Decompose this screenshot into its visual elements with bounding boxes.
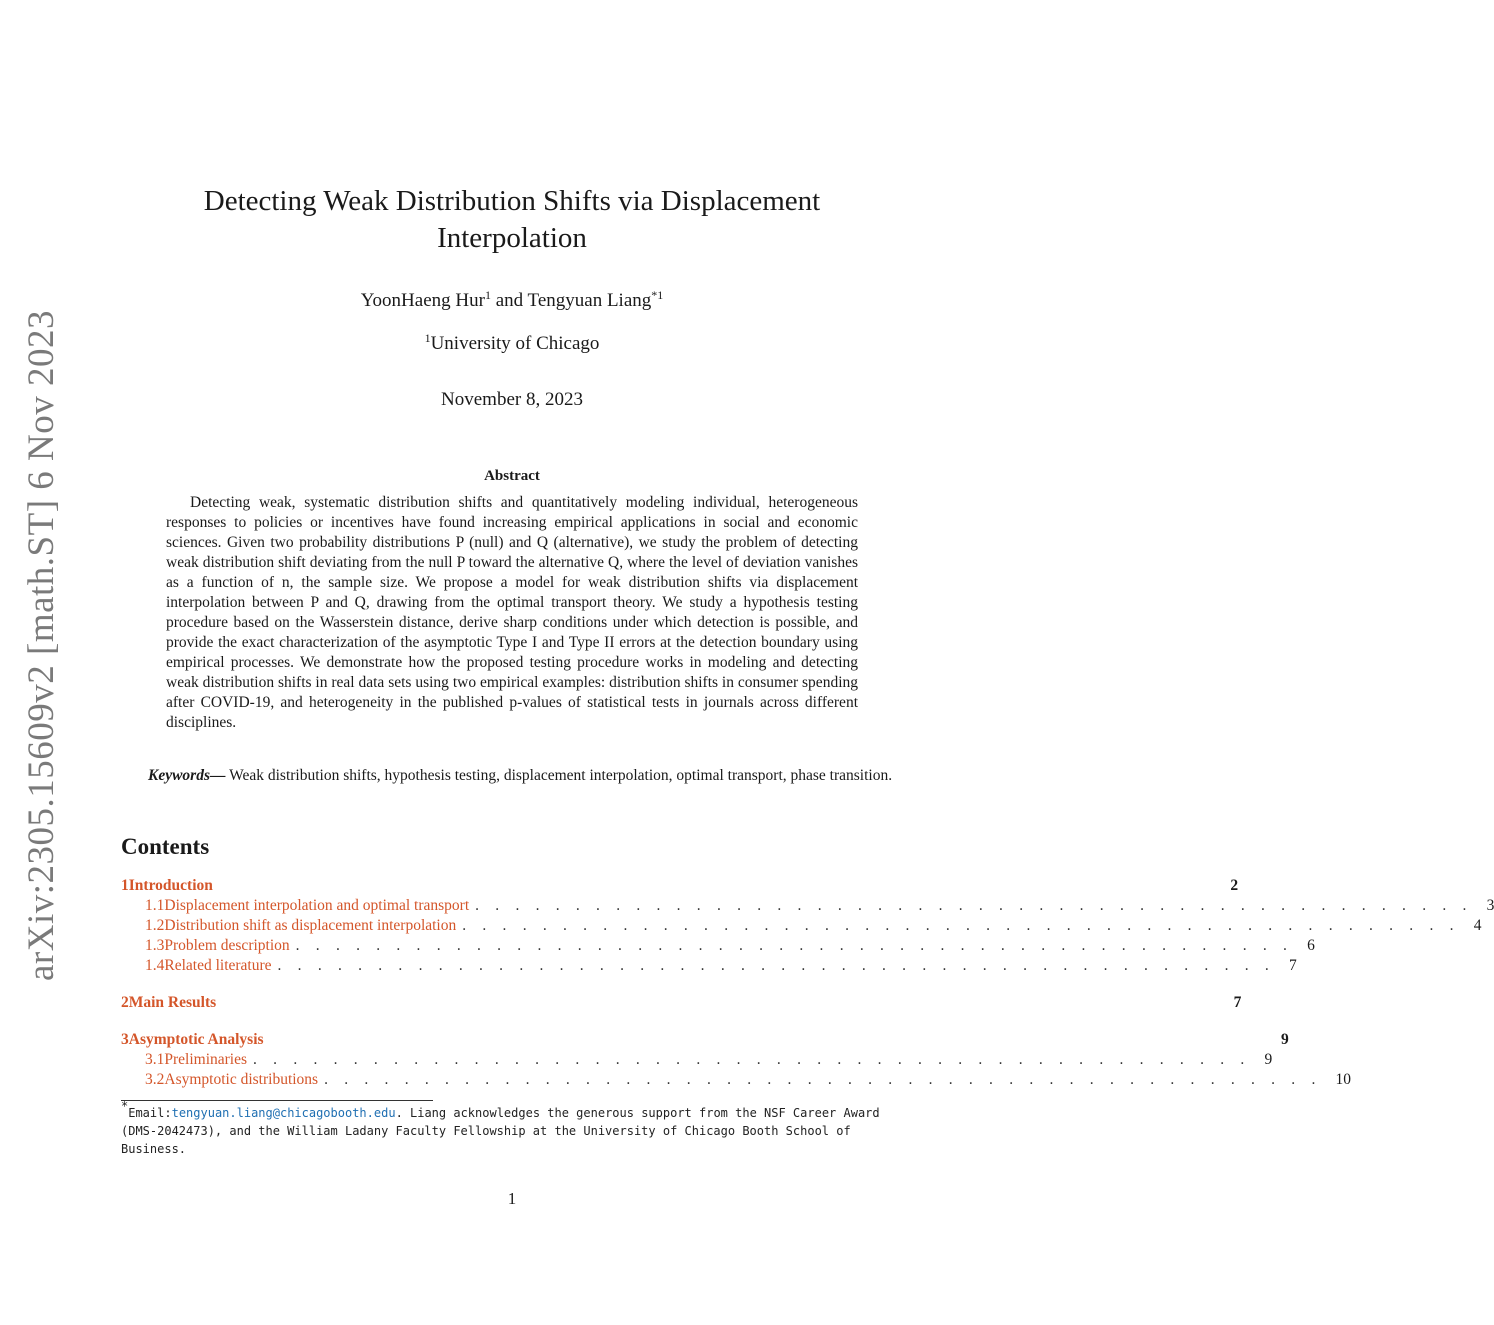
toc-page: 6 <box>1307 937 1315 954</box>
page-number: 1 <box>507 1189 517 1208</box>
toc-leader: . . . . . . . . . . . . . . . . . . . . . . . . . . . . . . . . . . . . . . . . . . . . . . . . . . <box>324 1071 1322 1088</box>
toc-entry-asymptotic-analysis[interactable] <box>121 1031 1289 1051</box>
publication-date: November 8, 2023 <box>441 389 583 410</box>
abstract-heading: Abstract <box>484 468 540 484</box>
author-name: Tengyuan Liang <box>527 290 652 311</box>
toc-page: 3 <box>1486 897 1494 914</box>
toc-number: 1.3 <box>145 937 165 954</box>
toc-title[interactable]: Displacement interpolation and optimal transport <box>164 897 470 914</box>
footnote <box>121 1099 911 1158</box>
toc-page: 9 <box>1264 1051 1273 1068</box>
toc-page: 7 <box>1288 957 1297 974</box>
toc-number: 1 <box>121 877 129 894</box>
toc-title[interactable]: Main Results <box>128 994 217 1011</box>
toc-entry-distribution-shift[interactable] <box>121 917 1482 937</box>
keywords <box>121 766 904 786</box>
abstract-text: Detecting weak, systematic distribution shifts and quantitatively modeling individual, heterogeneous responses to policies or incentives have found increasing empirical applications in social and economic sciences. Given two probability distributions P (null) and Q (alternative), we study the problem of detecting weak distribution shift deviating from the null P toward the alternative Q, where the level of deviation vanishes as a function of n, the sample size. We propose a model for weak distribution shifts via displacement interpolation between P and Q, drawing from the optimal transport theory. We study a hypothesis testing procedure based on the Wasserstein distance, derive sharp conditions under which detection is possible, and provide the exact characterization of the asymptotic Type I and Type II errors at the detection boundary using empirical processes. We demonstrate how the proposed testing procedure works in modeling and detecting weak distribution shifts in real data sets using two empirical examples: distribution shifts in consumer spending after COVID-19, and heterogeneity in the published p-values of statistical tests in journals across different disciplines. <box>166 494 858 731</box>
author-line <box>150 290 874 312</box>
affiliation-mark: *1 <box>651 288 664 302</box>
toc-leader: . . . . . . . . . . . . . . . . . . . . . . . . . . . . . . . . . . . . . . . . . . . . . . . . . . <box>253 1051 1251 1068</box>
affiliation-mark: 1 <box>424 331 431 345</box>
affiliation <box>150 333 874 355</box>
toc-entry-asymptotic-distributions[interactable] <box>121 1071 1352 1091</box>
toc-page: 7 <box>1233 994 1242 1011</box>
contents-heading: Contents <box>121 834 210 859</box>
toc-title[interactable]: Preliminaries <box>164 1051 248 1068</box>
author-name: YoonHaeng Hur <box>360 290 485 311</box>
toc-leader: . . . . . . . . . . . . . . . . . . . . . . . . . . . . . . . . . . . . . . . . . . . . . . . . . . <box>475 897 1473 914</box>
keywords-label: Keywords— <box>148 767 226 784</box>
toc-leader: . . . . . . . . . . . . . . . . . . . . . . . . . . . . . . . . . . . . . . . . . . . . . . . . . . <box>295 937 1294 954</box>
footnote-text: . Liang acknowledges the generous support from the NSF Career Award (DMS-2042473), and the William Ladany Faculty Fellowship at the University of Chicago Booth School of Business. <box>121 1106 880 1156</box>
footnote-email-label: Email: <box>128 1106 172 1120</box>
toc-title[interactable]: Asymptotic distributions <box>164 1071 319 1088</box>
toc-page: 2 <box>1230 877 1239 894</box>
toc-entry-introduction[interactable] <box>121 877 1239 897</box>
footnote-mark: * <box>121 1099 129 1113</box>
toc-entry-displacement-interpolation[interactable] <box>121 897 1494 917</box>
toc-title[interactable]: Related literature <box>164 957 272 974</box>
keywords-text: Weak distribution shifts, hypothesis testing, displacement interpolation, optimal transport, phase transition. <box>225 767 893 784</box>
toc-title[interactable]: Introduction <box>128 877 213 894</box>
arxiv-identifier <box>14 309 70 981</box>
toc-number: 3.2 <box>145 1071 165 1088</box>
toc-number: 1.4 <box>145 957 165 974</box>
toc-number: 1.1 <box>145 897 165 914</box>
toc-number: 1.2 <box>145 917 165 934</box>
toc-leader: . . . . . . . . . . . . . . . . . . . . . . . . . . . . . . . . . . . . . . . . . . . . . . . . . . <box>462 917 1460 934</box>
toc-page: 9 <box>1280 1031 1289 1048</box>
toc-title[interactable]: Asymptotic Analysis <box>128 1031 264 1048</box>
toc-entry-problem-description[interactable] <box>121 937 1315 957</box>
email-link[interactable]: tengyuan.liang@chicagobooth.edu <box>171 1106 396 1120</box>
toc-entry-related-literature[interactable] <box>121 957 1297 977</box>
affiliation-name: University of Chicago <box>430 333 600 354</box>
affiliation-mark: 1 <box>484 288 491 302</box>
arxiv-id-text: arXiv:2305.15609v2 [math.ST] 6 Nov 2023 <box>21 309 63 981</box>
toc-entry-preliminaries[interactable] <box>121 1051 1273 1071</box>
toc-number: 2 <box>121 994 129 1011</box>
toc-entry-main-results[interactable] <box>121 994 1242 1014</box>
footnote-divider <box>121 1100 433 1101</box>
toc-leader: . . . . . . . . . . . . . . . . . . . . . . . . . . . . . . . . . . . . . . . . . . . . . . . . . . <box>277 957 1275 974</box>
paper-title: Detecting Weak Distribution Shifts via Displacement Interpolation <box>203 185 821 254</box>
toc-title[interactable]: Distribution shift as displacement interpolation <box>164 917 457 934</box>
toc-title[interactable]: Problem description <box>164 937 290 954</box>
toc-number: 3.1 <box>145 1051 165 1068</box>
toc-page: 4 <box>1473 917 1482 934</box>
toc-page: 10 <box>1335 1071 1352 1088</box>
author-conjunction: and <box>490 290 528 311</box>
toc-number: 3 <box>121 1031 129 1048</box>
